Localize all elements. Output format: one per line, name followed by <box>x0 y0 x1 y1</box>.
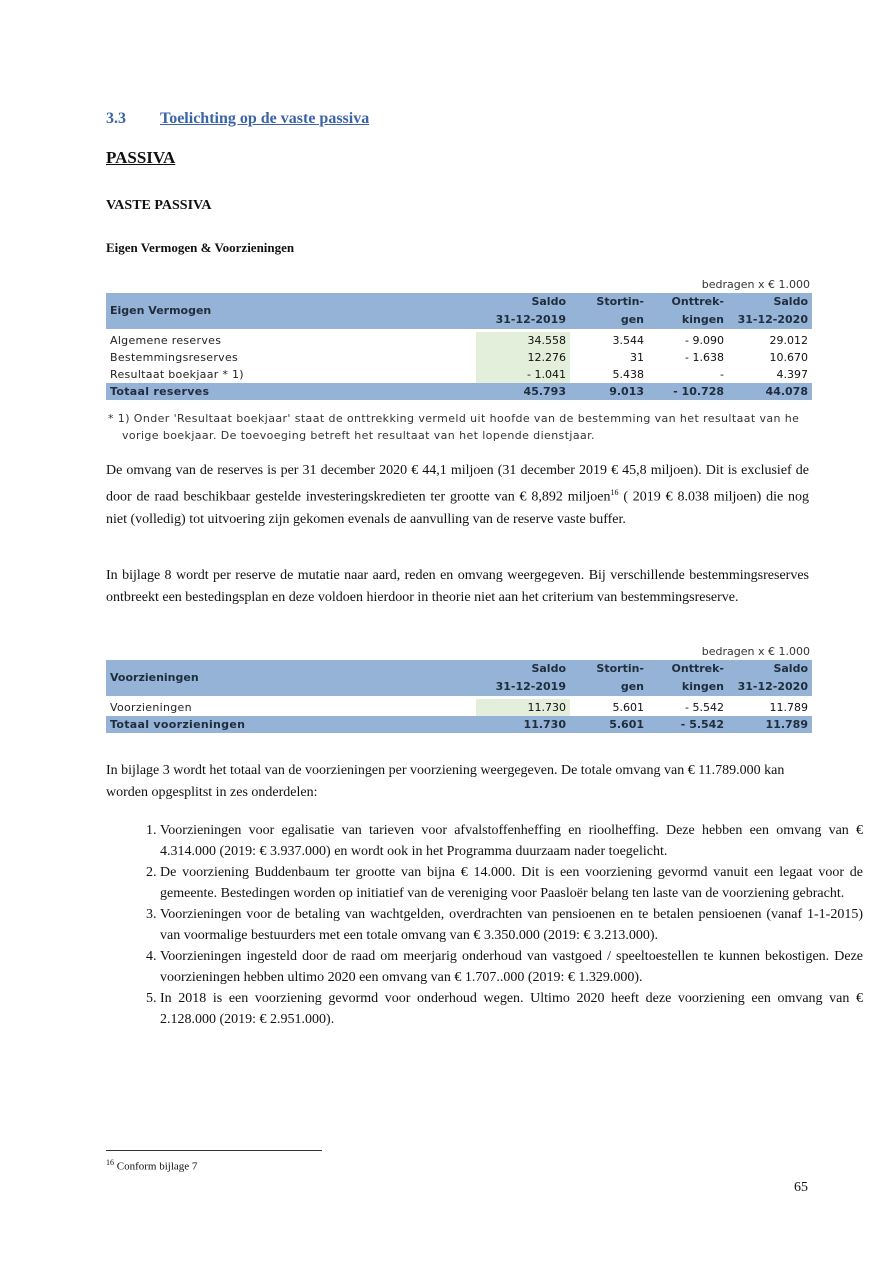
list-item: 4. Voorzieningen ingesteld door de raad om meerjarig onderhoud van vastgoed / speeltoestellen te kunnen bekostigen. Deze voorzieningen hebben ultimo 2020 een omvang van € 1.707..000 (2019: € 1.329.000). <box>160 946 863 988</box>
footnote-ref: 16 <box>610 488 619 497</box>
table2-unit: bedragen x € 1.000 <box>701 645 810 658</box>
list-item: 1. Voorzieningen voor egalisatie van tarieven voor afvalstoffenheffing en rioolheffing. Deze hebben een omvang van € 4.314.000 (2019: € 3.937.000) en wordt ook in het Programma duurzaam nader toegelicht. <box>160 820 863 862</box>
row-value: 31 <box>630 351 644 364</box>
header-c4a: Saldo <box>728 293 812 311</box>
row-value: 5.438 <box>612 368 644 381</box>
row-label: Voorzieningen <box>106 698 476 717</box>
table1-footnote <box>108 410 814 444</box>
row-value: 34.558 <box>476 331 570 350</box>
passiva-title: PASSIVA <box>106 148 176 167</box>
row-value: 12.276 <box>476 349 570 366</box>
footnote-text: Conform bijlage 7 <box>114 1160 198 1173</box>
paragraph-bijlage8: In bijlage 8 wordt per reserve de mutatie naar aard, reden en omvang weergegeven. Bij verschillende bestemmingsreserves ontbreekt een bestedingsplan en deze voldoen hierdoor in theorie niet aan het criterium van bestemmingsreserve. <box>106 568 809 605</box>
row-label: Resultaat boekjaar * 1) <box>110 368 244 381</box>
total-label: Totaal reserves <box>106 383 476 400</box>
row-value: 3.544 <box>570 331 648 350</box>
header-c1a: Saldo <box>476 293 570 311</box>
list-item: 5. In 2018 is een voorziening gevormd voor onderhoud wegen. Ultimo 2020 heeft deze voorziening een omvang van € 2.128.000 (2019: € 2.951.000). <box>160 988 863 1030</box>
header-c3a: Onttrek- <box>648 293 728 311</box>
footnote-divider <box>106 1150 322 1151</box>
row-value: 11.789 <box>728 698 812 717</box>
row-value: - 9.090 <box>648 331 728 350</box>
row-value: - 5.542 <box>648 698 728 717</box>
list-item: 3. Voorzieningen voor de betaling van wachtgelden, overdrachten van pensioenen en te betalen pensioenen (vanaf 1-1-2015) van voormalige bestuurders met een totale omvang van € 3.350.000 (2019: € 3.213.000). <box>160 904 863 946</box>
list-item: 2. De voorziening Buddenbaum ter grootte van bijna € 14.000. Dit is een voorziening gevormd vanuit een legaat voor de gemeente. Bestedingen worden op initiatief van de vereniging voor Paasloër belang ten laste van de voorziening gebracht. <box>160 862 863 904</box>
paragraph-bijlage3: In bijlage 3 wordt het totaal van de voorzieningen per voorziening weergegeven. De totale omvang van € 11.789.000 kan worden opgesplitst in zes onderdelen: <box>106 763 785 800</box>
page-footnote <box>106 1158 197 1173</box>
total-value: 11.789 <box>728 716 812 733</box>
header-c1b: 31-12-2019 <box>476 678 570 698</box>
header-c4a: Saldo <box>728 660 812 678</box>
row-value: - 1.638 <box>685 351 724 364</box>
header-c3a: Onttrek- <box>648 660 728 678</box>
table-row <box>106 331 812 350</box>
footnote-line2: vorige boekjaar. De toevoeging betreft het resultaat van het lopende dienstjaar. <box>122 429 595 442</box>
page-number: 65 <box>794 1180 808 1195</box>
header-label: Eigen Vermogen <box>106 293 476 331</box>
total-value: 44.078 <box>728 383 812 400</box>
row-value: 11.730 <box>476 698 570 717</box>
row-value: - <box>720 368 724 381</box>
footnote-line1: * 1) Onder 'Resultaat boekjaar' staat de onttrekking vermeld uit hoofde van de bestemming van het resultaat van he <box>108 412 800 425</box>
table-row <box>106 349 812 366</box>
section-number: 3.3 <box>106 110 126 127</box>
header-c4b: 31-12-2020 <box>728 311 812 331</box>
footnote-number: 16 <box>106 1158 114 1167</box>
total-value: 9.013 <box>570 383 648 400</box>
row-value: 29.012 <box>728 331 812 350</box>
total-row <box>106 383 812 400</box>
subheading: Eigen Vermogen & Voorzieningen <box>106 240 295 255</box>
voorzieningen-table <box>106 660 812 733</box>
total-value: 45.793 <box>476 383 570 400</box>
table-row <box>106 366 812 383</box>
header-c2a: Stortin- <box>570 660 648 678</box>
header-c2b: gen <box>570 311 648 331</box>
table1-unit: bedragen x € 1.000 <box>701 278 810 291</box>
table-row <box>106 698 812 717</box>
row-value: - 1.041 <box>476 366 570 383</box>
total-value: - 10.728 <box>648 383 728 400</box>
section-heading <box>106 110 369 128</box>
row-value: 5.601 <box>570 698 648 717</box>
table-header-row <box>106 660 812 678</box>
eigen-vermogen-table <box>106 293 812 400</box>
paragraph-text: ( 2019 € 8.038 miljoen) die nog niet (volledig) tot uitvoering zijn gekomen evenals de aanvulling van de reserve vaste buffer. <box>106 489 809 527</box>
table-header-row <box>106 293 812 311</box>
header-c1b: 31-12-2019 <box>476 311 570 331</box>
header-c2b: gen <box>570 678 648 698</box>
row-value: 10.670 <box>769 351 808 364</box>
total-row <box>106 716 812 733</box>
header-c3b: kingen <box>648 678 728 698</box>
row-label: Algemene reserves <box>106 331 476 350</box>
header-c3b: kingen <box>648 311 728 331</box>
total-value: 11.730 <box>476 716 570 733</box>
voorzieningen-list <box>106 820 863 1030</box>
paragraph-reserves <box>106 460 809 531</box>
header-c2a: Stortin- <box>570 293 648 311</box>
paragraph-text: De omvang van de reserves is per 31 december 2020 € 44,1 miljoen (31 december 2019 € 45,8 miljoen). Dit is exclusief de door de raad beschikbaar gestelde investeringskredieten ter grootte van € 8,892 miljoen <box>106 463 809 505</box>
header-label: Voorzieningen <box>106 660 476 698</box>
header-c4b: 31-12-2020 <box>728 678 812 698</box>
vaste-passiva-title: VASTE PASSIVA <box>106 198 212 213</box>
header-c1a: Saldo <box>476 660 570 678</box>
section-title: Toelichting op de vaste passiva <box>160 110 370 127</box>
total-value: 5.601 <box>570 716 648 733</box>
total-label: Totaal voorzieningen <box>106 716 476 733</box>
row-value: 4.397 <box>776 368 808 381</box>
row-label: Bestemmingsreserves <box>110 351 239 364</box>
total-value: - 5.542 <box>648 716 728 733</box>
